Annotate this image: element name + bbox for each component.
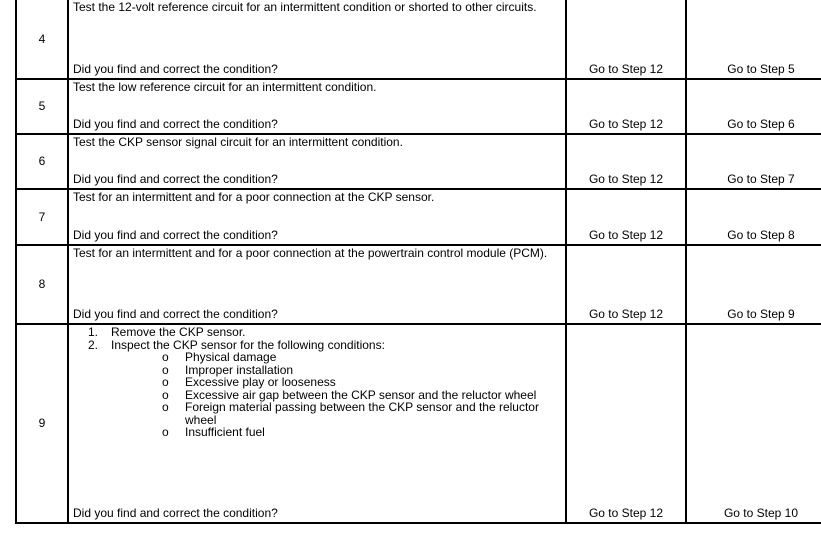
bullet-icon: o bbox=[162, 425, 169, 439]
table-row bbox=[16, 134, 821, 189]
question-text: Did you find and correct the condition? bbox=[73, 171, 278, 186]
test-instruction: Test the CKP sensor signal circuit for an intermittent condition. bbox=[73, 135, 403, 149]
step-text: Inspect the CKP sensor for the following conditions: bbox=[111, 337, 385, 352]
condition-item bbox=[162, 426, 561, 439]
test-instruction: Test the low reference circuit for an intermittent condition. bbox=[73, 80, 377, 94]
question-text: Did you find and correct the condition? bbox=[73, 61, 278, 76]
step-number-cell: 8 bbox=[16, 245, 68, 324]
condition-text: Excessive air gap between the CKP sensor and the reluctor wheel bbox=[185, 387, 537, 402]
step-number-cell: 6 bbox=[16, 134, 68, 189]
no-cell: Go to Step 6 bbox=[686, 79, 821, 134]
condition-text: Excessive play or looseness bbox=[185, 375, 336, 389]
bullet-icon: o bbox=[162, 350, 169, 364]
procedure-step bbox=[73, 326, 561, 339]
table-row bbox=[16, 0, 821, 79]
procedure-steps bbox=[73, 325, 561, 351]
yes-cell: Go to Step 12 bbox=[566, 0, 686, 79]
test-instruction: Test for an intermittent and for a poor connection at the CKP sensor. bbox=[73, 190, 435, 204]
step-text: Remove the CKP sensor. bbox=[111, 325, 246, 339]
action-cell bbox=[68, 189, 566, 245]
yes-cell: Go to Step 12 bbox=[566, 245, 686, 324]
table-row bbox=[16, 79, 821, 134]
condition-item bbox=[162, 351, 561, 364]
question-text: Did you find and correct the condition? bbox=[73, 227, 278, 242]
condition-list bbox=[73, 351, 561, 439]
condition-text: Physical damage bbox=[185, 350, 277, 364]
no-cell: Go to Step 5 bbox=[686, 0, 821, 79]
yes-cell: Go to Step 12 bbox=[566, 324, 686, 523]
condition-item bbox=[162, 401, 561, 426]
no-cell: Go to Step 8 bbox=[686, 189, 821, 245]
condition-text: Foreign material passing between the CKP sensor and the reluctor wheel bbox=[185, 400, 539, 427]
step-number: 2. bbox=[87, 337, 98, 352]
yes-cell: Go to Step 12 bbox=[566, 79, 686, 134]
condition-text: Improper installation bbox=[185, 362, 294, 377]
action-cell bbox=[68, 245, 566, 324]
action-cell bbox=[68, 0, 566, 79]
test-instruction: Test the 12-volt reference circuit for an intermittent condition or shorted to other circuits. bbox=[73, 0, 537, 14]
action-cell bbox=[68, 79, 566, 134]
action-cell bbox=[68, 134, 566, 189]
step-number: 1. bbox=[87, 325, 98, 339]
bullet-icon: o bbox=[162, 375, 169, 389]
condition-text: Insufficient fuel bbox=[185, 425, 265, 439]
diagnostic-table bbox=[15, 0, 821, 524]
procedure-step bbox=[73, 339, 561, 352]
table-row bbox=[16, 189, 821, 245]
bullet-icon: o bbox=[162, 362, 169, 377]
question-text: Did you find and correct the condition? bbox=[73, 505, 278, 520]
no-cell: Go to Step 10 bbox=[686, 324, 821, 523]
table-row bbox=[16, 245, 821, 324]
bullet-icon: o bbox=[162, 400, 169, 414]
step-number-cell: 4 bbox=[16, 0, 68, 79]
action-cell bbox=[68, 324, 566, 523]
step-number-cell: 7 bbox=[16, 189, 68, 245]
question-text: Did you find and correct the condition? bbox=[73, 306, 278, 321]
step-number-cell: 9 bbox=[16, 324, 68, 523]
yes-cell: Go to Step 12 bbox=[566, 189, 686, 245]
test-instruction: Test for an intermittent and for a poor connection at the powertrain control module (PCM). bbox=[73, 246, 548, 260]
bullet-icon: o bbox=[162, 387, 169, 402]
condition-item bbox=[162, 376, 561, 389]
step-number-cell: 5 bbox=[16, 79, 68, 134]
table-row bbox=[16, 324, 821, 523]
no-cell: Go to Step 7 bbox=[686, 134, 821, 189]
no-cell: Go to Step 9 bbox=[686, 245, 821, 324]
yes-cell: Go to Step 12 bbox=[566, 134, 686, 189]
question-text: Did you find and correct the condition? bbox=[73, 116, 278, 131]
